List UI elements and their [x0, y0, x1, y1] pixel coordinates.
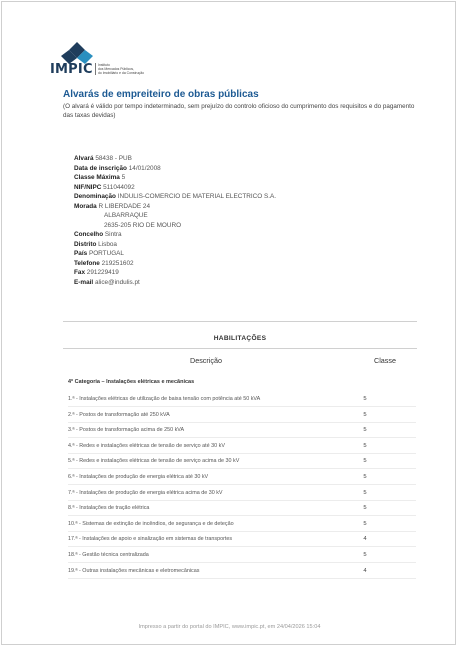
row-separator — [68, 500, 416, 501]
row-separator — [68, 437, 416, 438]
impic-logo — [50, 42, 190, 78]
divider — [63, 348, 417, 349]
info-nif: NIF/NIPC 511044092 — [74, 183, 135, 191]
table-row — [68, 521, 408, 531]
row-separator — [68, 422, 416, 423]
table-row — [68, 568, 408, 578]
table-row — [68, 552, 408, 562]
divider — [63, 321, 417, 322]
habilitacao-classe: 5 — [363, 520, 367, 527]
table-row — [68, 396, 408, 406]
column-header-descricao: Descrição — [190, 356, 222, 365]
logo-tagline: Instituto dos Mercados Públicos, do Imobiliário e da Construção — [95, 63, 168, 75]
category-heading: 4ª Categoria – Instalações elétricas e mecânicas — [68, 379, 195, 385]
info-pais: País PORTUGAL — [74, 250, 124, 257]
info-concelho: Concelho Sintra — [74, 231, 122, 238]
page-subtitle: (O alvará é válido por tempo indeterminado, sem prejuízo do controlo oficioso do cumprimento dos requisitos e do pagamento das taxas devidas) — [63, 103, 415, 119]
table-row — [68, 474, 408, 484]
row-separator — [68, 546, 416, 547]
info-distrito: Distrito Lisboa — [74, 240, 117, 248]
habilitacao-classe: 5 — [363, 396, 367, 402]
info-fax: Fax 291229419 — [74, 269, 119, 276]
habilitacao-description: 3.ª - Postos de transformação acima de 250 kVA — [68, 427, 185, 434]
habilitacao-description: 5.ª - Redes e instalações elétricas de tensão de serviço acima de 30 kV — [68, 458, 240, 465]
habilitacao-classe: 5 — [363, 411, 367, 418]
habilitacao-description: 4.ª - Redes e instalações elétricas de tensão de serviço até 30 kV — [68, 442, 225, 449]
footer-note: Impresso a partir do portal do IMPIC, www.impic.pt, em 24/04/2026 15:04 — [138, 624, 321, 630]
info-telefone: Telefone 219251602 — [74, 259, 134, 267]
habilitacao-description: 6.ª - Instalações de produção de energia elétrica até 30 kV — [68, 474, 209, 480]
table-row — [68, 427, 408, 437]
habilitacao-classe: 5 — [363, 505, 367, 512]
table-row — [68, 505, 408, 515]
table-row — [68, 458, 408, 468]
column-header-classe: Classe — [374, 356, 396, 365]
info-morada: Morada R LIBERDADE 24 — [74, 202, 151, 210]
habilitacao-classe: 5 — [363, 427, 367, 434]
document-page — [1, 1, 456, 645]
company-info — [74, 154, 276, 287]
info-email: E-mail alice@indulis.pt — [74, 278, 140, 286]
habilitacao-description: 19.ª - Outras instalações mecânicas e eletromecânicas — [68, 567, 200, 574]
habilitacao-description: 7.ª - Instalações de produção de energia elétrica acima de 30 kV — [68, 489, 223, 496]
row-separator — [68, 562, 416, 563]
info-data-inscricao: Data de inscrição 14/01/2008 — [74, 164, 161, 172]
habilitacoes-title: HABILITAÇÕES — [213, 335, 267, 342]
table-row — [68, 412, 408, 422]
habilitacao-classe: 5 — [363, 474, 367, 480]
info-morada-line-2: ALBARRAQUE — [104, 212, 148, 219]
row-separator — [68, 453, 416, 454]
habilitacao-classe: 5 — [363, 489, 367, 496]
habilitacao-description: 1.ª - Instalações elétricas de utilização de baixa tensão com potência até 50 kVA — [68, 396, 261, 402]
habilitacao-classe: 5 — [363, 552, 367, 558]
row-separator — [68, 468, 416, 469]
logo-wordmark: IMPIC — [50, 62, 93, 77]
row-separator — [68, 484, 416, 485]
row-separator — [68, 531, 416, 532]
habilitacao-description: 2.ª - Postos de transformação até 250 kVA — [68, 411, 170, 418]
info-denominacao: Denominação INDULIS-COMERCIO DE MATERIAL ELECTRICO S.A. — [74, 193, 277, 200]
habilitacao-description: 18.ª - Gestão técnica centralizada — [68, 552, 149, 558]
row-separator — [68, 578, 416, 579]
table-row — [68, 443, 408, 453]
habilitacao-classe: 5 — [363, 442, 367, 449]
row-separator — [68, 406, 416, 407]
table-row — [68, 536, 408, 546]
habilitacao-classe: 4 — [363, 536, 367, 543]
impic-logo-mark-icon — [60, 42, 94, 64]
row-separator — [68, 515, 416, 516]
page-title: Alvarás de empreiteiro de obras públicas — [63, 89, 259, 100]
habilitacao-classe: 4 — [363, 567, 367, 574]
info-morada-line-3: 2635-205 RIO DE MOURO — [104, 221, 182, 229]
info-classe-maxima: Classe Máxima 5 — [74, 174, 126, 181]
habilitacao-description: 10.ª - Sistemas de extinção de incêndios, de segurança e de deteção — [68, 520, 234, 527]
info-alvara: Alvará 58438 - PUB — [74, 155, 132, 162]
habilitacao-description: 8.ª - Instalações de tração elétrica — [68, 505, 150, 512]
habilitacao-classe: 5 — [363, 458, 367, 465]
habilitacao-description: 17.ª - Instalações de apoio e sinalização em sistemas de transportes — [68, 536, 233, 543]
table-row — [68, 490, 408, 500]
